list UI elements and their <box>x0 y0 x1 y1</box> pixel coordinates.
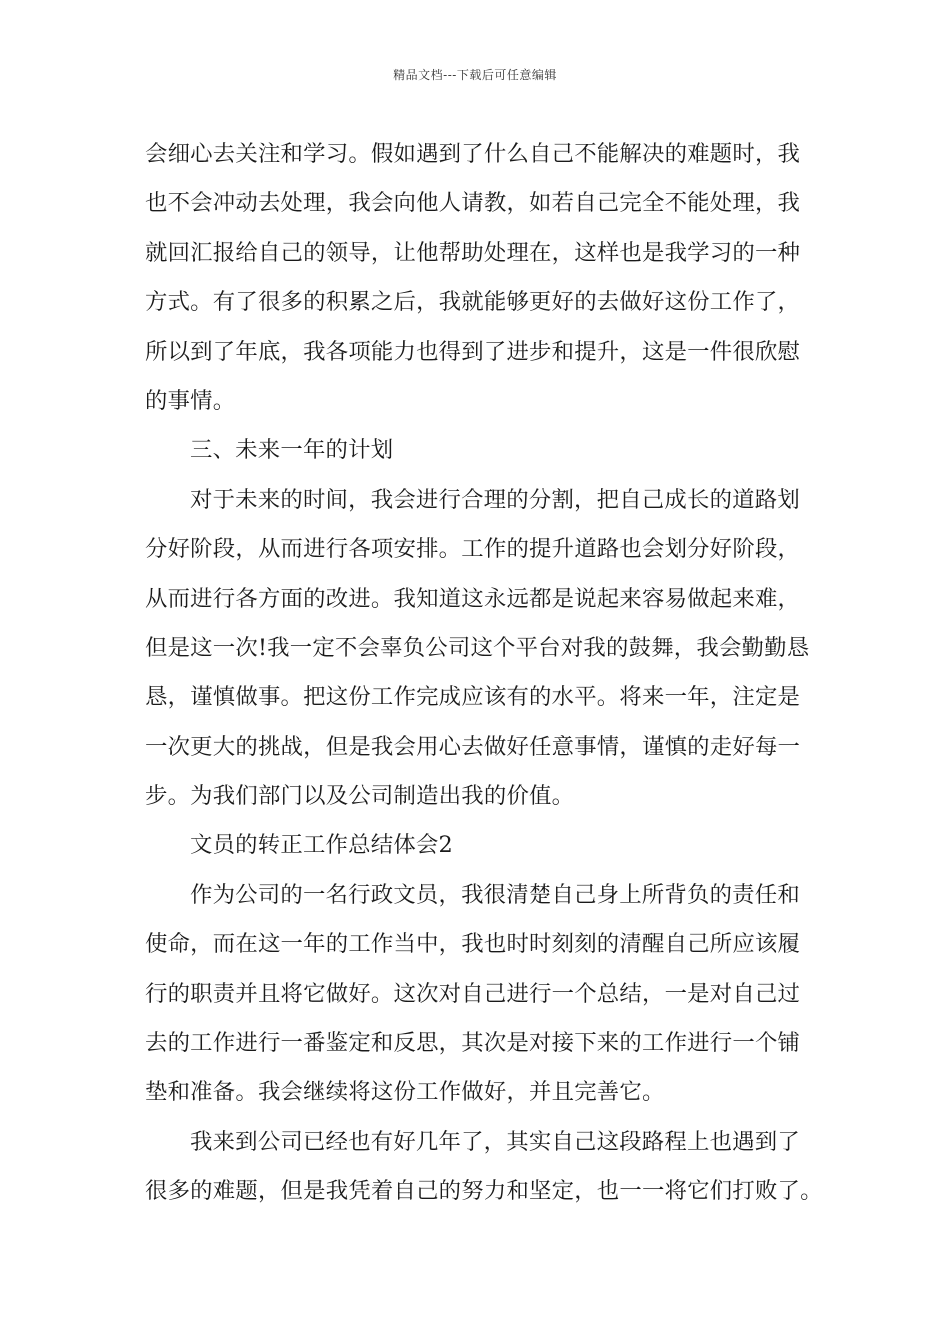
document-subtitle: 文员的转正工作总结体会2 <box>190 832 453 859</box>
text-line: 去的工作进行一番鉴定和反思，其次是对接下来的工作进行一个铺 <box>145 1030 801 1057</box>
text-line: 使命，而在这一年的工作当中，我也时时刻刻的清醒自己所应该履 <box>145 931 801 958</box>
text-line: 一次更大的挑战，但是我会用心去做好任意事情，谨慎的走好每一 <box>145 733 801 760</box>
text-line: 步。为我们部门以及公司制造出我的价值。 <box>145 783 575 810</box>
page-header: 精品文档---下载后可任意编辑 <box>393 68 557 82</box>
text-line: 但是这一次!我一定不会辜负公司这个平台对我的鼓舞，我会勤勤恳 <box>145 634 810 661</box>
text-line: 方式。有了很多的积累之后，我就能够更好的去做好这份工作了， <box>145 289 801 316</box>
text-line: 垫和准备。我会继续将这份工作做好，并且完善它。 <box>145 1079 665 1106</box>
text-line: 就回汇报给自己的领导，让他帮助处理在，这样也是我学习的一种 <box>145 239 801 266</box>
text-line: 的事情。 <box>145 387 236 414</box>
text-line: 所以到了年底，我各项能力也得到了进步和提升，这是一件很欣慰 <box>145 338 801 365</box>
section-heading: 三、未来一年的计划 <box>190 437 394 464</box>
text-line: 我来到公司已经也有好几年了，其实自己这段路程上也遇到了 <box>190 1128 800 1155</box>
text-line: 行的职责并且将它做好。这次对自己进行一个总结，一是对自己过 <box>145 980 801 1007</box>
text-line: 恳，谨慎做事。把这份工作完成应该有的水平。将来一年，注定是 <box>145 684 801 711</box>
text-line: 也不会冲动去处理，我会向他人请教，如若自己完全不能处理，我 <box>145 190 801 217</box>
text-line: 分好阶段，从而进行各项安排。工作的提升道路也会划分好阶段， <box>145 536 801 563</box>
document-body <box>145 130 825 1217</box>
text-line: 从而进行各方面的改进。我知道这永远都是说起来容易做起来难， <box>145 585 801 612</box>
text-line: 对于未来的时间，我会进行合理的分割，把自己成长的道路划 <box>190 486 800 513</box>
text-line: 很多的难题，但是我凭着自己的努力和坚定，也一一将它们打败了。 <box>145 1178 823 1205</box>
text-line: 作为公司的一名行政文员，我很清楚自己身上所背负的责任和 <box>190 881 800 908</box>
text-line: 会细心去关注和学习。假如遇到了什么自己不能解决的难题时，我 <box>145 141 801 167</box>
